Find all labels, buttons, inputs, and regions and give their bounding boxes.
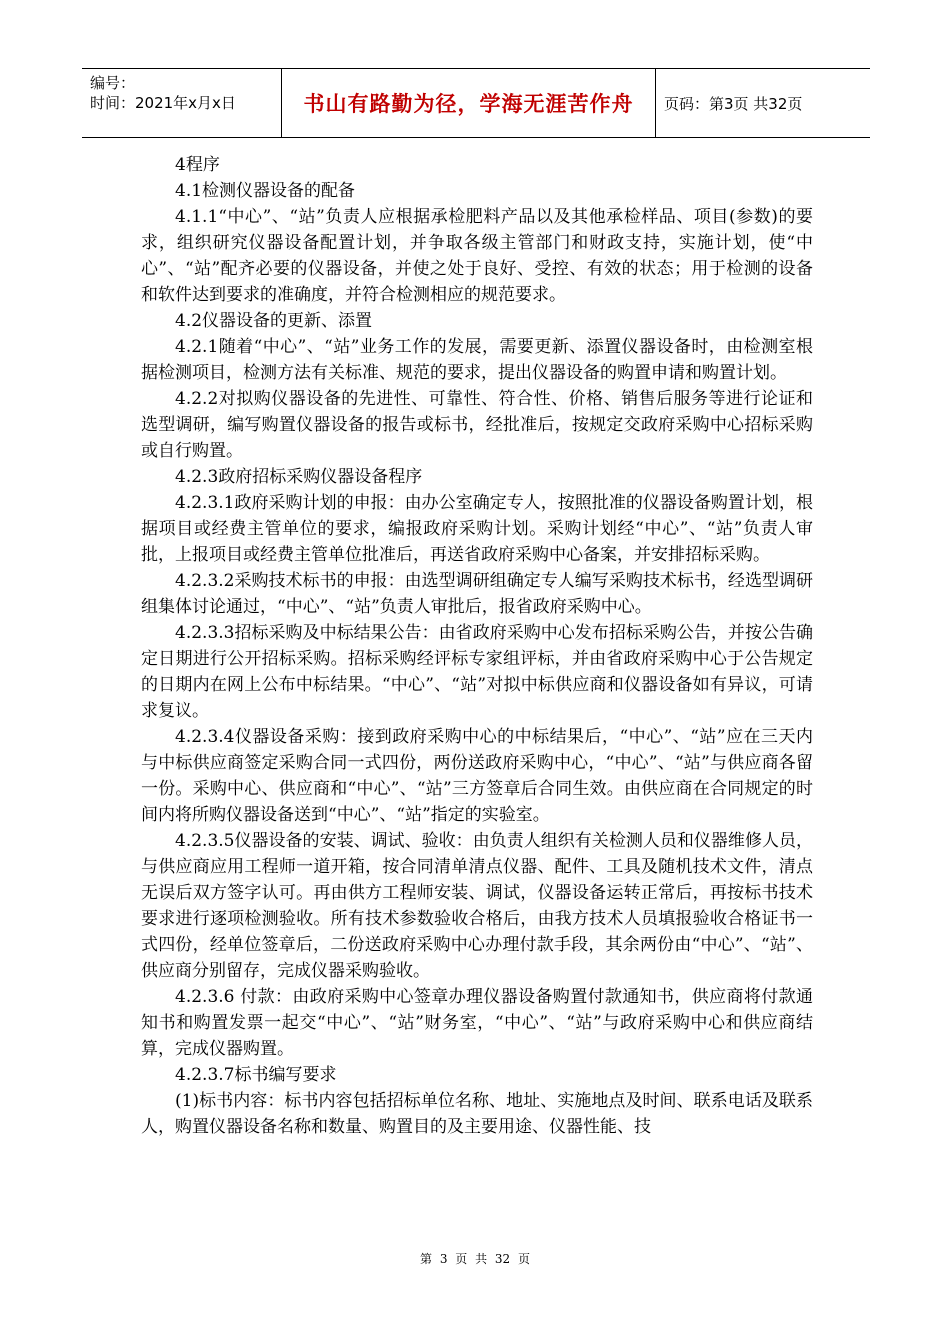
section-heading-4-2-3-7: 4.2.3.7标书编写要求 [175,1065,337,1085]
header-page-info: 页码：第3页 共32页 [664,94,803,113]
section-heading-4-1: 4.1检测仪器设备的配备 [175,181,356,201]
document-body [141,152,813,1140]
section-heading-program: 4程序 [175,155,220,175]
paragraph-4-2-3-3: 4.2.3.3招标采购及中标结果公告：由省政府采购中心发布招标采购公告，并按公告确定日期进行公开招标采购。招标采购经评标专家组评标，并由省政府采购中心于公告规定的日期内在网上公布中标结果。“中心”、“站”对拟中标供应商和仪器设备如有异议，可请求复议。 [141,623,813,721]
section-heading-4-2: 4.2仪器设备的更新、添置 [175,311,373,331]
paragraph-4-1-1: 4.1.1“中心”、“站”负责人应根据承检肥料产品以及其他承检样品、项目(参数)的要求，组织研究仪器设备配置计划，并争取各级主管部门和财政支持，实施计划，使“中心”、“站”配齐必要的仪器设备，并使之处于良好、受控、有效的状态；用于检测的设备和软件达到要求的准确度，并符合检测相应的规范要求。 [141,207,813,305]
paragraph-4-2-3-6: 4.2.3.6 付款：由政府采购中心签章办理仪器设备购置付款通知书，供应商将付款通知书和购置发票一起交“中心”、“站”财务室，“中心”、“站”与政府采购中心和供应商结算，完成仪器购置。 [141,987,813,1059]
header-motto: 书山有路勤为径，学海无涯苦作舟 [282,69,656,137]
paragraph-4-2-3-4: 4.2.3.4仪器设备采购：接到政府采购中心的中标结果后，“中心”、“站”应在三天内与中标供应商签定采购合同一式四份，两份送政府采购中心，“中心”、“站”与供应商各留一份。采购中心、供应商和“中心”、“站”三方签章后合同生效。由供应商在合同规定的时间内将所购仪器设备送到“中心”、“站”指定的实验室。 [141,727,813,825]
page-header [82,68,870,138]
paragraph-4-2-3-5: 4.2.3.5仪器设备的安装、调试、验收：由负责人组织有关检测人员和仪器维修人员，与供应商应用工程师一道开箱，按合同清单清点仪器、配件、工具及随机技术文件，清点无误后双方签字认可。再由供方工程师安装、调试，仪器设备运转正常后，再按标书技术要求进行逐项检测验收。所有技术参数验收合格后，由我方技术人员填报验收合格证书一式四份，经单位签章后，二份送政府采购中心办理付款手段，其余两份由“中心”、“站”、供应商分别留存，完成仪器采购验收。 [141,831,813,981]
paragraph-4-2-3-2: 4.2.3.2采购技术标书的申报：由选型调研组确定专人编写采购技术标书，经选型调研组集体讨论通过，“中心”、“站”负责人审批后，报省政府采购中心。 [141,571,813,617]
header-meta [82,69,282,137]
section-heading-4-2-3: 4.2.3政府招标采购仪器设备程序 [175,467,423,487]
paragraph-4-2-2: 4.2.2对拟购仪器设备的先进性、可靠性、符合性、价格、销售后服务等进行论证和选型调研，编写购置仪器设备的报告或标书，经批准后，按规定交政府采购中心招标采购或自行购置。 [141,389,813,461]
document-time-label: 时间：2021年x月x日 [90,94,236,112]
paragraph-4-2-1: 4.2.1随着“中心”、“站”业务工作的发展，需要更新、添置仪器设备时，由检测室根据检测项目，检测方法有关标准、规范的要求，提出仪器设备的购置申请和购置计划。 [141,337,813,383]
paragraph-4-2-3-1: 4.2.3.1政府采购计划的申报：由办公室确定专人，按照批准的仪器设备购置计划，根据项目或经费主管单位的要求，编报政府采购计划。采购计划经“中心”、“站”负责人审批，上报项目或经费主管单位批准后，再送省政府采购中心备案，并安排招标采购。 [141,493,813,565]
paragraph-bid-content: (1)标书内容：标书内容包括招标单位名称、地址、实施地点及时间、联系电话及联系人，购置仪器设备名称和数量、购置目的及主要用途、仪器性能、技 [141,1091,813,1137]
document-number-label: 编号： [90,74,136,92]
page-footer: 第 3 页 共 32 页 [420,1252,530,1266]
